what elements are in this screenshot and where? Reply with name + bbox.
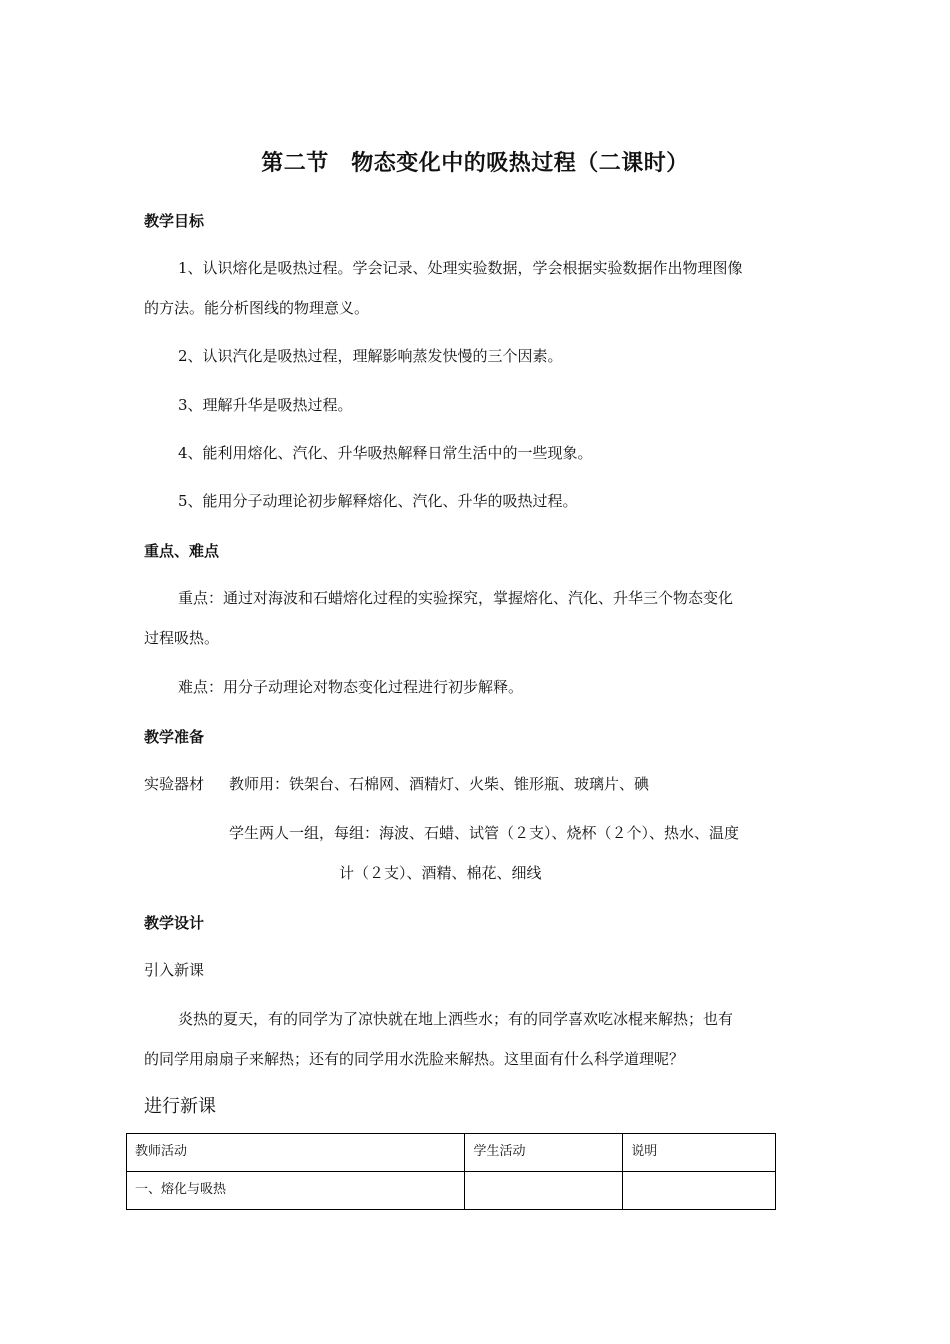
table-cell: 一、熔化与吸热 — [127, 1172, 465, 1210]
teacher-equipment: 教师用：铁架台、石棉网、酒精灯、火柴、锥形瓶、玻璃片、碘 — [229, 775, 650, 793]
page-title: 第二节 物态变化中的吸热过程（二课时） — [261, 151, 689, 176]
intro-label: 引入新课 — [144, 961, 205, 979]
objective-item-3: 3、理解升华是吸热过程。 — [178, 396, 353, 414]
table-header-row — [127, 1134, 776, 1172]
difficulty-text: 难点：用分子动理论对物态变化过程进行初步解释。 — [178, 678, 524, 696]
student-equipment: 学生两人一组，每组：海波、石蜡、试管（２支）、烧杯（２个）、热水、温度 — [229, 824, 740, 842]
focus-text-cont: 过程吸热。 — [144, 629, 220, 647]
table-cell — [465, 1172, 623, 1210]
table-header-cell: 学生活动 — [465, 1134, 623, 1172]
key-points-heading: 重点、难点 — [144, 542, 220, 560]
student-equipment-cont: 计（２支）、酒精、棉花、细线 — [339, 864, 542, 882]
table-header-cell: 教师活动 — [127, 1134, 465, 1172]
preparation-heading: 教学准备 — [144, 728, 205, 746]
lesson-table — [126, 1133, 776, 1210]
table-cell — [623, 1172, 776, 1210]
table-header-cell: 说明 — [623, 1134, 776, 1172]
objective-item-2: 2、认识汽化是吸热过程，理解影响蒸发快慢的三个因素。 — [178, 347, 563, 365]
objective-item-1-cont: 的方法。能分析图线的物理意义。 — [144, 299, 370, 317]
table-row — [127, 1172, 776, 1210]
intro-text: 炎热的夏天，有的同学为了凉快就在地上洒些水；有的同学喜欢吃冰棍来解热；也有 — [178, 1010, 734, 1028]
equipment-label: 实验器材 — [144, 775, 205, 793]
focus-text: 重点：通过对海波和石蜡熔化过程的实验探究，掌握熔化、汽化、升华三个物态变化 — [178, 589, 734, 607]
objective-item-4: 4、能利用熔化、汽化、升华吸热解释日常生活中的一些现象。 — [178, 444, 593, 462]
objectives-heading: 教学目标 — [144, 212, 205, 230]
intro-text-cont: 的同学用扇扇子来解热；还有的同学用水洗脸来解热。这里面有什么科学道理呢？ — [144, 1050, 685, 1068]
new-lesson-label: 进行新课 — [144, 1096, 216, 1117]
design-heading: 教学设计 — [144, 914, 205, 932]
objective-item-5: 5、能用分子动理论初步解释熔化、汽化、升华的吸热过程。 — [178, 492, 578, 510]
objective-item-1: 1、认识熔化是吸热过程。学会记录、处理实验数据，学会根据实验数据作出物理图像 — [178, 259, 743, 277]
